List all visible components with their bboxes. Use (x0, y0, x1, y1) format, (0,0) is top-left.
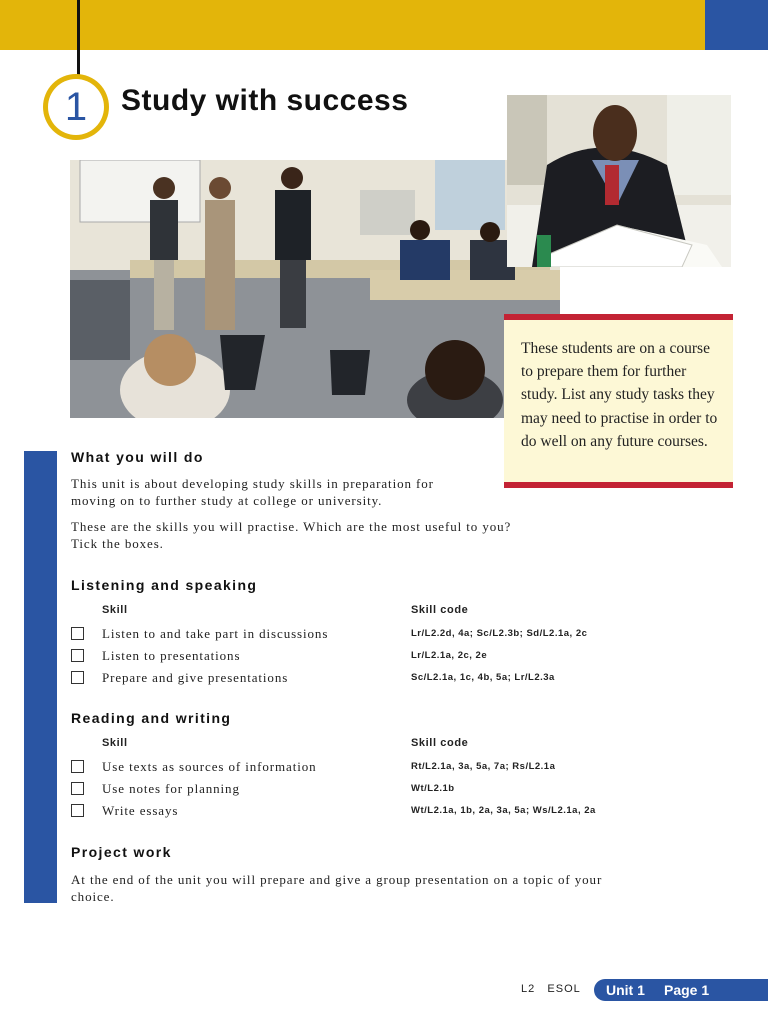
header-bar-accent (705, 0, 768, 50)
skill-label: Listen to presentations (102, 648, 241, 663)
table-header (71, 604, 611, 626)
section-heading-what-you-will-do: What you will do (71, 449, 204, 465)
photo-caption-text: These students are on a course to prepare them for further study. List any study tasks they may need to practise in order to do well on any future courses. (521, 340, 718, 450)
footer-page-badge (594, 979, 768, 1001)
unit-number: 1 (48, 79, 104, 135)
column-header-skill: Skill (102, 604, 128, 616)
skill-label: Use texts as sources of information (102, 759, 317, 774)
column-header-skill-code: Skill code (411, 737, 469, 749)
classroom-photo (70, 160, 560, 418)
section-heading-listening-speaking: Listening and speaking (71, 577, 258, 593)
skill-label: Prepare and give presentations (102, 670, 289, 685)
skill-label: Listen to and take part in discussions (102, 626, 329, 641)
project-work-paragraph: At the end of the unit you will prepare and give a group presentation on a topic of your choice. (71, 872, 603, 904)
header-divider-line (77, 0, 80, 78)
skill-checkbox[interactable] (71, 649, 84, 662)
reading-writing-table (71, 737, 611, 825)
instructions-paragraph: These are the skills you will practise. Which are the most useful to you? Tick the boxes. (71, 519, 512, 551)
student-photo (507, 95, 731, 267)
table-row (71, 670, 611, 692)
listening-speaking-table (71, 604, 611, 692)
table-row (71, 626, 611, 648)
skill-code: Rt/L2.1a, 3a, 5a, 7a; Rs/L2.1a (411, 761, 556, 772)
footer-level: L2 (521, 983, 536, 995)
footer-course: ESOL (547, 983, 581, 995)
sidebar-accent-bar (24, 451, 57, 903)
header-bar (0, 0, 705, 50)
table-header (71, 737, 611, 759)
skill-label: Write essays (102, 803, 179, 818)
skill-code: Wt/L2.1b (411, 783, 455, 794)
section-heading-reading-writing: Reading and writing (71, 710, 232, 726)
table-row (71, 803, 611, 825)
skill-label: Use notes for planning (102, 781, 240, 796)
skill-code: Sc/L2.1a, 1c, 4b, 5a; Lr/L2.3a (411, 672, 555, 683)
column-header-skill-code: Skill code (411, 604, 469, 616)
skill-checkbox[interactable] (71, 760, 84, 773)
table-row (71, 781, 611, 803)
skill-checkbox[interactable] (71, 782, 84, 795)
footer-unit: Unit 1 (606, 982, 645, 998)
table-row (71, 759, 611, 781)
skill-code: Lr/L2.1a, 2c, 2e (411, 650, 488, 661)
photo-caption-box (504, 314, 733, 488)
skill-checkbox[interactable] (71, 804, 84, 817)
section-heading-project-work: Project work (71, 844, 172, 860)
intro-paragraph: This unit is about developing study skills in preparation for moving on to further study at college or university. (71, 476, 434, 508)
column-header-skill: Skill (102, 737, 128, 749)
table-row (71, 648, 611, 670)
page-title: Study with success (121, 84, 409, 117)
footer-page: Page 1 (664, 982, 710, 998)
unit-number-badge (43, 74, 109, 140)
skill-code: Wt/L2.1a, 1b, 2a, 3a, 5a; Ws/L2.1a, 2a (411, 805, 596, 816)
skill-code: Lr/L2.2d, 4a; Sc/L2.3b; Sd/L2.1a, 2c (411, 628, 588, 639)
footer-course-label (521, 983, 581, 995)
skill-checkbox[interactable] (71, 671, 84, 684)
skill-checkbox[interactable] (71, 627, 84, 640)
